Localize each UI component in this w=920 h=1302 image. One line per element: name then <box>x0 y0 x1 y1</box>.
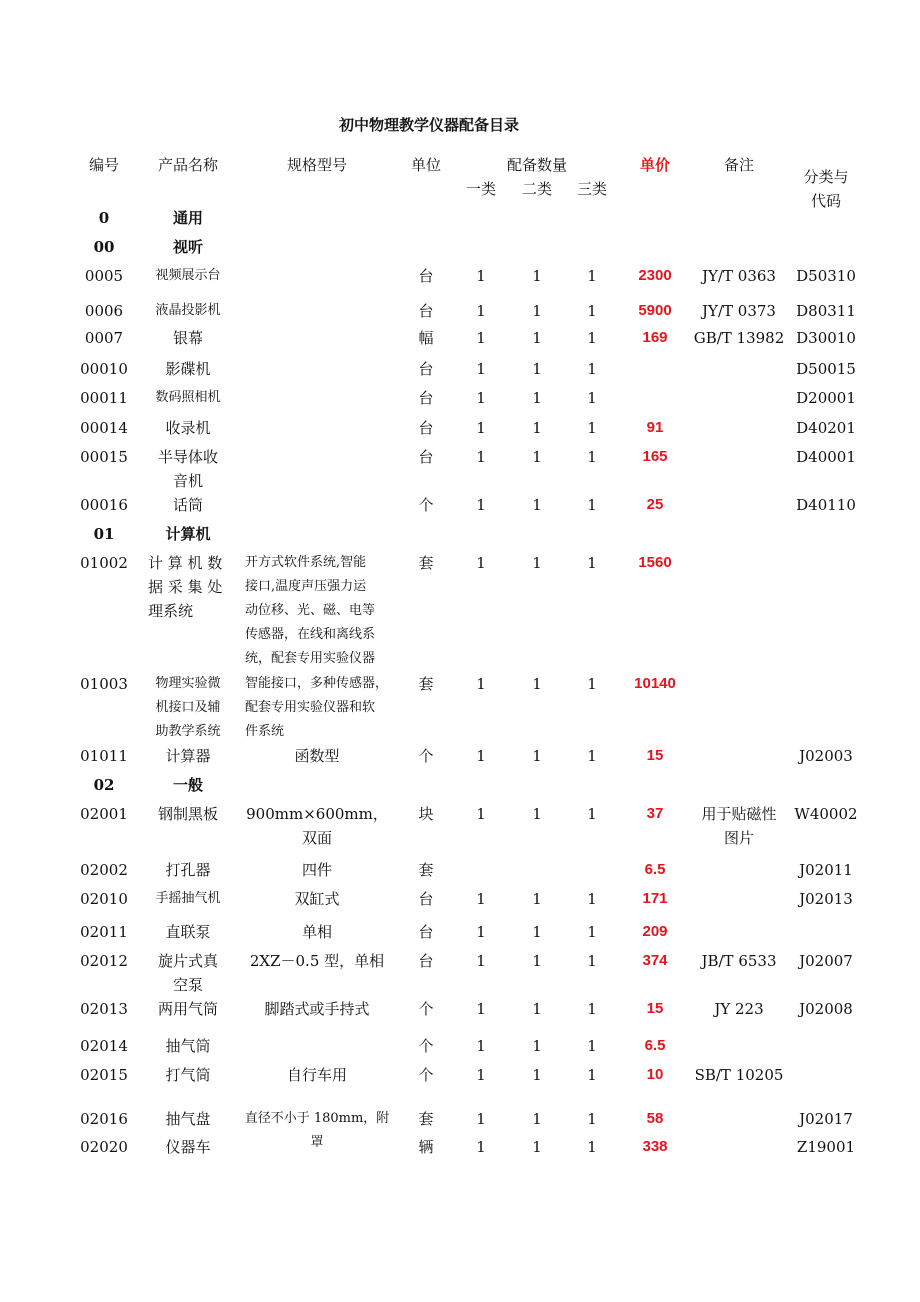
cell-code: 01003 <box>80 675 128 693</box>
cell-price: 91 <box>646 419 664 436</box>
cell-c2: 1 <box>532 1037 542 1055</box>
cell-spec: 单相 <box>301 923 332 941</box>
cell-code: 01002 <box>80 554 128 572</box>
cell-price: 209 <box>642 923 668 940</box>
cell-name: 打孔器 <box>165 861 211 879</box>
cell-c2: 1 <box>532 448 542 466</box>
cell-class: J02013 <box>799 890 853 908</box>
cell-c1: 1 <box>476 448 486 466</box>
cell-unit: 个 <box>418 1000 434 1018</box>
cell-c1: 1 <box>476 496 486 514</box>
cell-c3: 1 <box>587 554 597 572</box>
header-code: 编号 <box>88 156 119 174</box>
cell-price: 58 <box>646 1110 664 1127</box>
cell-c3: 1 <box>587 496 597 514</box>
cell-c3: 1 <box>587 1138 597 1156</box>
cell-code: 02015 <box>80 1066 128 1084</box>
cell-c3: 1 <box>587 302 597 320</box>
cell-price: 1560 <box>638 554 672 571</box>
section-code: 01 <box>93 525 115 543</box>
cell-code: 02013 <box>80 1000 128 1018</box>
cell-c2: 1 <box>532 267 542 285</box>
cell-unit: 个 <box>418 496 434 514</box>
cell-c2: 1 <box>532 1066 542 1084</box>
cell-c1: 1 <box>476 675 486 693</box>
cell-unit: 套 <box>418 675 434 693</box>
cell-c1: 1 <box>476 1066 486 1084</box>
cell-class: J02017 <box>799 1110 853 1128</box>
cell-name: 仪器车 <box>165 1138 211 1156</box>
cell-code: 01011 <box>80 747 128 765</box>
cell-unit: 幅 <box>418 329 434 347</box>
cell-spec: 直径不小于 180mm，附罩 <box>244 1111 390 1150</box>
cell-class: D40001 <box>796 448 856 466</box>
cell-spec: 900mm×600mm，双面 <box>246 805 388 847</box>
cell-c2: 1 <box>532 805 542 823</box>
cell-class: D50310 <box>796 267 856 285</box>
cell-price: 10 <box>646 1066 664 1083</box>
cell-unit: 台 <box>418 923 434 941</box>
cell-note: JB/T 6533 <box>701 952 777 970</box>
cell-price: 15 <box>646 747 664 764</box>
cell-c1: 1 <box>476 1000 486 1018</box>
cell-note: GB/T 13982 <box>693 329 785 347</box>
cell-c1: 1 <box>476 747 486 765</box>
cell-unit: 套 <box>418 861 434 879</box>
header-qty: 配备数量 <box>506 156 567 174</box>
document-title: 初中物理教学仪器配备目录 <box>338 116 519 134</box>
cell-unit: 台 <box>418 389 434 407</box>
cell-c2: 1 <box>532 329 542 347</box>
cell-unit: 台 <box>418 419 434 437</box>
cell-note: 用于贴磁性 图片 <box>701 805 777 847</box>
cell-name: 打气筒 <box>165 1066 211 1084</box>
cell-class: D50015 <box>796 360 856 378</box>
cell-c3: 1 <box>587 419 597 437</box>
cell-c1: 1 <box>476 890 486 908</box>
cell-code: 00015 <box>80 448 128 466</box>
cell-c3: 1 <box>587 329 597 347</box>
cell-name: 影碟机 <box>165 360 211 378</box>
cell-c3: 1 <box>587 389 597 407</box>
header-class: 分类与 代码 <box>803 168 849 210</box>
cell-c2: 1 <box>532 360 542 378</box>
cell-code: 02014 <box>80 1037 128 1055</box>
cell-c2: 1 <box>532 302 542 320</box>
cell-unit: 套 <box>418 1110 434 1128</box>
cell-code: 0006 <box>84 302 124 320</box>
cell-c2: 1 <box>532 1110 542 1128</box>
cell-c1: 1 <box>476 419 486 437</box>
cell-name: 物理实验微 机接口及辅 助教学系统 <box>155 676 221 739</box>
cell-code: 0005 <box>84 267 124 285</box>
cell-code: 00010 <box>80 360 128 378</box>
cell-class: D40201 <box>796 419 856 437</box>
cell-c3: 1 <box>587 267 597 285</box>
cell-class: D30010 <box>796 329 856 347</box>
cell-name: 计 算 机 数 据 采 集 处 理系统 <box>148 554 223 620</box>
cell-name: 两用气筒 <box>157 1000 218 1018</box>
cell-class: D40110 <box>796 496 856 514</box>
cell-unit: 套 <box>418 554 434 572</box>
cell-name: 数码照相机 <box>155 390 221 405</box>
cell-code: 00014 <box>80 419 128 437</box>
cell-code: 02016 <box>80 1110 128 1128</box>
cell-price: 169 <box>642 329 668 346</box>
cell-unit: 台 <box>418 952 434 970</box>
section-name: 通用 <box>172 209 203 227</box>
cell-name: 旋片式真 空泵 <box>157 952 218 994</box>
cell-price: 10140 <box>634 675 676 692</box>
cell-name: 钢制黑板 <box>157 805 218 823</box>
cell-unit: 块 <box>418 805 434 823</box>
cell-code: 02012 <box>80 952 128 970</box>
cell-class: J02008 <box>799 1000 853 1018</box>
cell-c3: 1 <box>587 448 597 466</box>
cell-c1: 1 <box>476 389 486 407</box>
cell-c3: 1 <box>587 360 597 378</box>
cell-c3: 1 <box>587 890 597 908</box>
cell-code: 00011 <box>80 389 128 407</box>
cell-unit: 辆 <box>418 1138 434 1156</box>
cell-price: 374 <box>642 952 668 969</box>
cell-name: 手摇抽气机 <box>155 891 221 906</box>
cell-class: J02007 <box>799 952 853 970</box>
cell-name: 计算器 <box>165 747 211 765</box>
cell-c2: 1 <box>532 389 542 407</box>
cell-c3: 1 <box>587 805 597 823</box>
cell-price: 165 <box>642 448 668 465</box>
cell-c1: 1 <box>476 923 486 941</box>
header-c3: 三类 <box>576 180 607 198</box>
header-name: 产品名称 <box>157 156 218 174</box>
cell-c3: 1 <box>587 675 597 693</box>
cell-c1: 1 <box>476 1037 486 1055</box>
cell-unit: 个 <box>418 1066 434 1084</box>
cell-c3: 1 <box>587 952 597 970</box>
cell-c1: 1 <box>476 952 486 970</box>
cell-name: 直联泵 <box>165 923 211 941</box>
cell-name: 收录机 <box>165 419 211 437</box>
header-c2: 二类 <box>521 180 552 198</box>
cell-code: 02001 <box>80 805 128 823</box>
cell-spec: 四件 <box>301 861 332 879</box>
header-note: 备注 <box>723 156 754 174</box>
section-code: 02 <box>93 776 115 794</box>
cell-c3: 1 <box>587 1066 597 1084</box>
section-code: 00 <box>93 238 115 256</box>
cell-class: D80311 <box>796 302 856 320</box>
cell-class: J02003 <box>799 747 853 765</box>
cell-c1: 1 <box>476 302 486 320</box>
header-spec: 规格型号 <box>286 156 347 174</box>
cell-note: SB/T 10205 <box>694 1066 784 1084</box>
cell-spec: 函数型 <box>294 747 340 765</box>
cell-c3: 1 <box>587 1110 597 1128</box>
cell-c2: 1 <box>532 1138 542 1156</box>
cell-c1: 1 <box>476 554 486 572</box>
cell-price: 6.5 <box>644 861 666 878</box>
cell-unit: 个 <box>418 747 434 765</box>
cell-code: 00016 <box>80 496 128 514</box>
cell-c2: 1 <box>532 890 542 908</box>
cell-code: 02011 <box>80 923 128 941</box>
cell-spec: 双缸式 <box>294 890 340 908</box>
cell-code: 02010 <box>80 890 128 908</box>
cell-price: 171 <box>642 890 668 907</box>
cell-note: JY 223 <box>714 1000 764 1018</box>
section-name: 视听 <box>172 238 203 256</box>
cell-c1: 1 <box>476 360 486 378</box>
cell-spec: 智能接口，多种传感器， 配套专用实验仪器和软 件系统 <box>245 676 389 739</box>
cell-c1: 1 <box>476 805 486 823</box>
cell-price: 25 <box>646 496 664 513</box>
cell-c2: 1 <box>532 952 542 970</box>
cell-c1: 1 <box>476 1110 486 1128</box>
cell-spec: 2XZ－0.5 型，单相 <box>249 952 385 970</box>
section-name: 一般 <box>172 776 203 794</box>
cell-class: D20001 <box>796 389 856 407</box>
header-price: 单价 <box>639 156 670 174</box>
cell-c3: 1 <box>587 747 597 765</box>
cell-c3: 1 <box>587 923 597 941</box>
cell-c2: 1 <box>532 496 542 514</box>
cell-c2: 1 <box>532 747 542 765</box>
cell-unit: 台 <box>418 448 434 466</box>
cell-name: 半导体收 音机 <box>157 448 218 490</box>
cell-c2: 1 <box>532 1000 542 1018</box>
cell-unit: 台 <box>418 890 434 908</box>
cell-c2: 1 <box>532 419 542 437</box>
cell-c3: 1 <box>587 1037 597 1055</box>
cell-note: JY/T 0373 <box>702 302 776 320</box>
cell-unit: 台 <box>418 360 434 378</box>
cell-c2: 1 <box>532 675 542 693</box>
cell-c1: 1 <box>476 329 486 347</box>
cell-c3: 1 <box>587 1000 597 1018</box>
cell-class: W40002 <box>794 805 858 823</box>
cell-unit: 台 <box>418 267 434 285</box>
cell-price: 37 <box>646 805 664 822</box>
cell-c2: 1 <box>532 554 542 572</box>
cell-c2: 1 <box>532 923 542 941</box>
cell-unit: 个 <box>418 1037 434 1055</box>
section-name: 计算机 <box>165 525 211 543</box>
cell-price: 2300 <box>638 267 672 284</box>
cell-name: 液晶投影机 <box>155 303 221 318</box>
cell-class: Z19001 <box>796 1138 856 1156</box>
header-unit: 单位 <box>410 156 441 174</box>
cell-price: 6.5 <box>644 1037 666 1054</box>
cell-note: JY/T 0363 <box>702 267 776 285</box>
cell-price: 5900 <box>638 302 672 319</box>
header-c1: 一类 <box>465 180 496 198</box>
cell-code: 0007 <box>84 329 124 347</box>
cell-c1: 1 <box>476 267 486 285</box>
cell-code: 02020 <box>80 1138 128 1156</box>
cell-name: 抽气盘 <box>165 1110 211 1128</box>
cell-spec: 开方式软件系统,智能 接口,温度声压强力运 动位移、光、磁、电等 传感器，在线和离线系 统，配套专用实验仪器 <box>245 555 376 666</box>
cell-price: 15 <box>646 1000 664 1017</box>
cell-code: 02002 <box>80 861 128 879</box>
cell-unit: 台 <box>418 302 434 320</box>
section-code: 0 <box>98 209 110 227</box>
cell-class: J02011 <box>799 861 853 879</box>
cell-name: 银幕 <box>172 329 203 347</box>
cell-price: 338 <box>642 1138 668 1155</box>
cell-name: 抽气筒 <box>165 1037 211 1055</box>
cell-name: 话筒 <box>172 496 203 514</box>
cell-spec: 自行车用 <box>286 1066 347 1084</box>
cell-name: 视频展示台 <box>155 268 221 283</box>
cell-c1: 1 <box>476 1138 486 1156</box>
cell-spec: 脚踏式或手持式 <box>264 1000 370 1018</box>
